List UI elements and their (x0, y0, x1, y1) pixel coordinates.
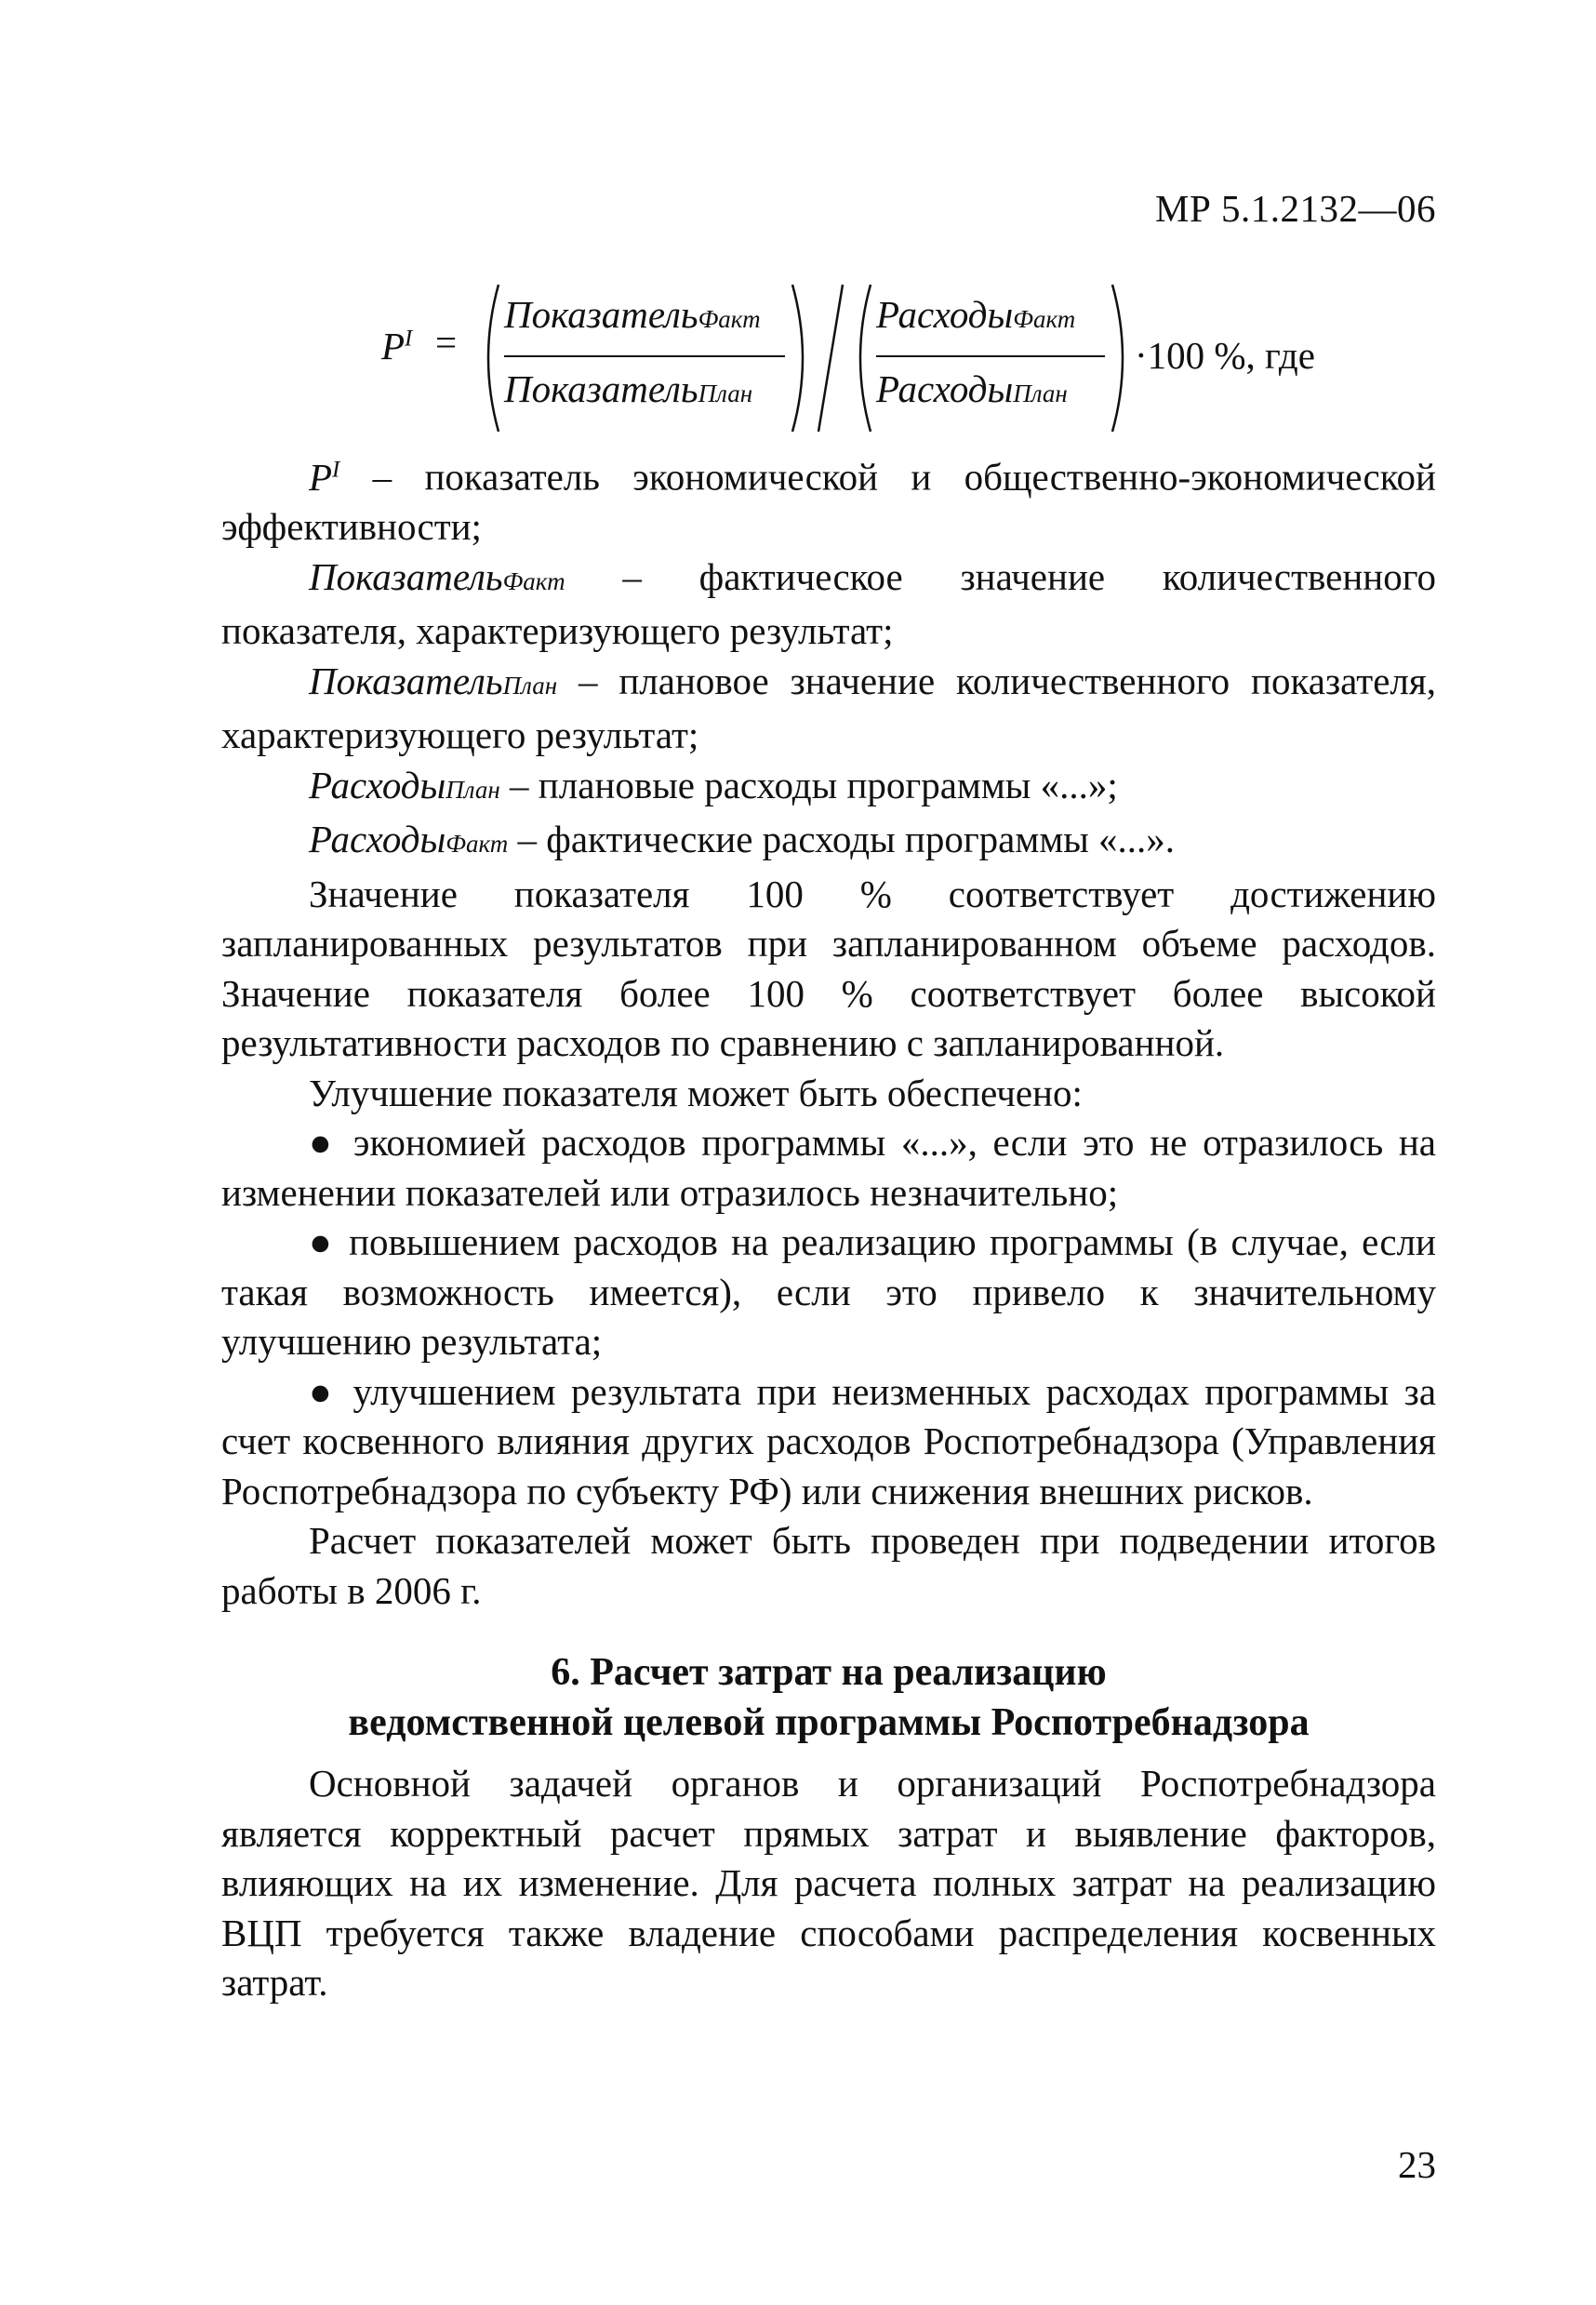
definition-expenses-plan: РасходыПлан – плановые расходы программы «...»; (309, 763, 1118, 806)
term-p: $P^I$ (309, 455, 340, 499)
term-expenses-fact: РасходыФакт (309, 818, 509, 861)
bullet-icon: ● (309, 1369, 338, 1413)
term-indicator-plan: ПоказательПлан (309, 659, 558, 702)
fraction-bar-1 (504, 355, 785, 357)
page-number: 23 (1398, 2143, 1436, 2186)
section-6-heading-line-1: 6. Расчет затрат на реализацию (551, 1651, 1107, 1695)
denominator-2: РасходыПлан (876, 367, 1068, 410)
paragraph-calculation-timing: Расчет показателей может быть проведен при подведении итогов работы в 2006 г. (221, 1519, 1436, 1612)
bullet-item: ● повышением расходов на реализацию программы (в случае, если такая возможность имеется), если это привело к значительному улучшению результата; (221, 1220, 1436, 1364)
section-6-heading-line-2: ведомственной целевой программы Роспотребнадзора (348, 1701, 1310, 1745)
left-paren-1 (474, 279, 502, 437)
numerator-2: РасходыФакт (876, 293, 1076, 336)
definition-p: $P^I$ – показатель экономической и общественно-экономической эффективности; (221, 455, 1436, 549)
bullet-icon: ● (309, 1220, 336, 1264)
denominator-1: ПоказательПлан (504, 367, 753, 410)
bullet-item: ● экономией расходов программы «...», если это не отразилось на изменении показателей или отразилось незначительно; (221, 1121, 1437, 1214)
document-code: МР 5.1.2132—06 (1154, 187, 1436, 230)
right-paren-2 (1109, 279, 1137, 437)
left-paren-2 (846, 279, 874, 437)
formula-lhs: $P^I$ (381, 325, 413, 367)
formula-tail: ·100 %, где (1135, 334, 1315, 377)
fraction-bar-2 (876, 355, 1105, 357)
division-slash (815, 279, 846, 437)
definition-indicator-plan: ПоказательПлан – плановое значение количественного показателя, характеризующего результат; (221, 659, 1436, 757)
section-6-heading (221, 1647, 1436, 1748)
main-text (221, 445, 1436, 2008)
definition-expenses-fact: РасходыФакт – фактические расходы программы «...». (309, 818, 1176, 861)
formula-equals: = (435, 321, 458, 364)
paragraph-indicator-meaning: Значение показателя 100 % соответствует достижению запланированных результатов при запланированном объеме расходов. Значение показателя более 100 % соответствует более высокой результативности расходов по сравнению с запланированной. (221, 872, 1436, 1065)
right-paren-1 (789, 279, 817, 437)
section-6-paragraph: Основной задачей органов и организаций Роспотребнадзора является корректный расчет прямых затрат и выявление факторов, влияющих на их изменение. Для расчета полных затрат на реализацию ВЦП требуется также владение способами распределения косвенных затрат. (221, 1762, 1436, 2005)
paragraph-improvement-intro: Улучшение показателя может быть обеспечено: (309, 1071, 1083, 1114)
bullet-item: ● улучшением результата при неизменных расходах программы за счет косвенного влияния других расходов Роспотребнадзора (Управления Роспотребнадзора по субъекту РФ) или снижения внешних рисков. (221, 1369, 1437, 1512)
numerator-1: ПоказательФакт (504, 293, 761, 336)
efficiency-formula (381, 279, 1321, 437)
term-expenses-plan: РасходыПлан (309, 763, 500, 806)
term-indicator-fact: ПоказательФакт (309, 554, 565, 598)
definition-indicator-fact: ПоказательФакт – фактическое значение количественного показателя, характеризующего результат; (221, 554, 1436, 653)
bullet-icon: ● (309, 1121, 339, 1165)
